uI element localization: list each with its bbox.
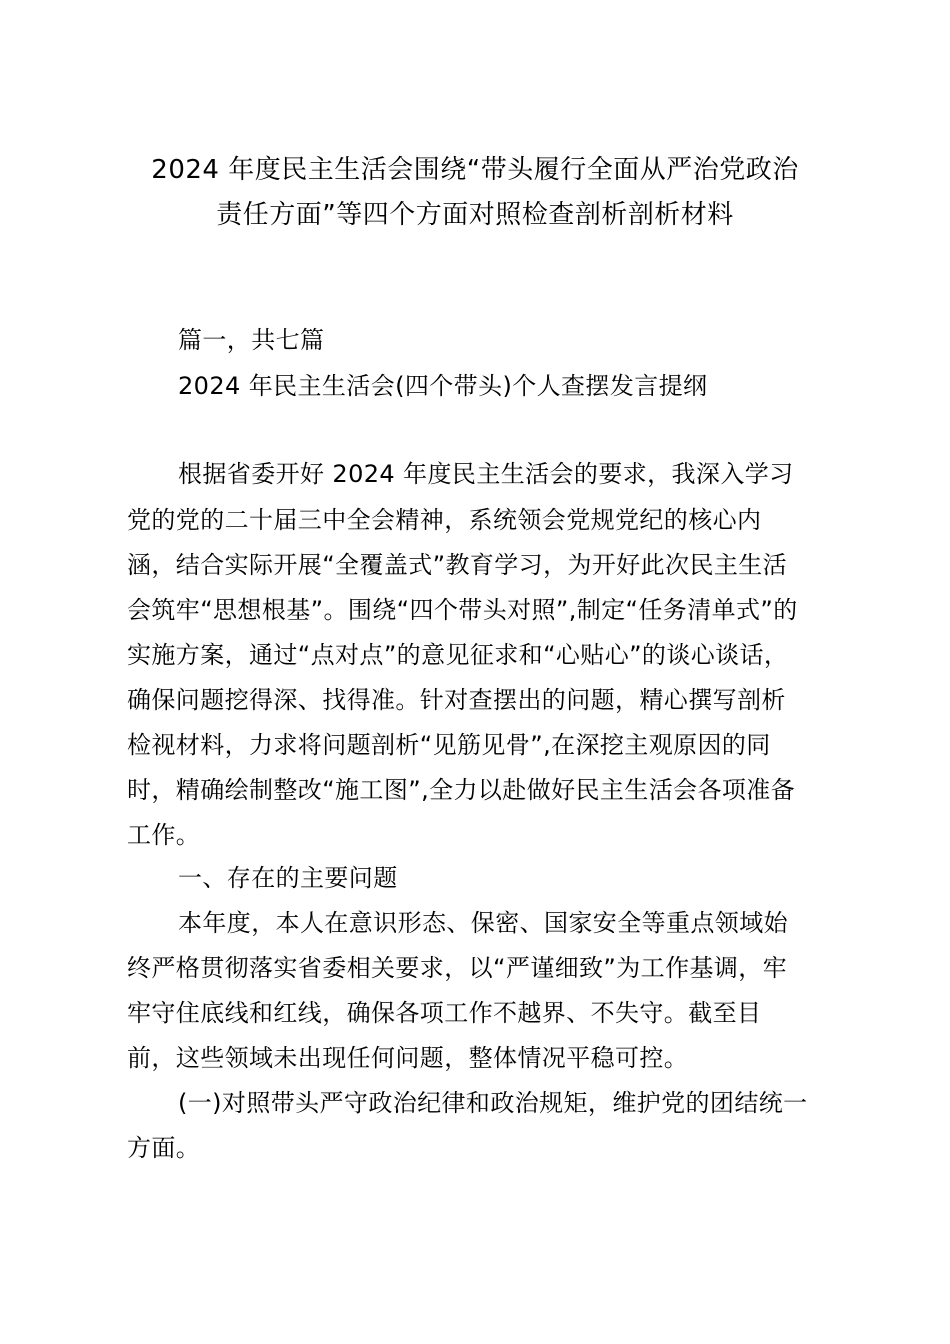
- paragraph-1-line-4: 会筑牢“思想根基”。围绕“四个带头对照”,制定“任务清单式”的: [127, 596, 798, 624]
- document-title-line-2: 责任方面”等四个方面对照检查剖析剖析材料: [216, 200, 734, 230]
- paragraph-1-line-1: 根据省委开好 2024 年度民主生活会的要求，我深入学习: [178, 460, 794, 488]
- subheading-1-line-1: (一)对照带头严守政治纪律和政治规矩，维护党的团结统一: [178, 1089, 808, 1117]
- paragraph-1-line-8: 时，精确绘制整改“施工图”,全力以赴做好民主生活会各项准备: [127, 776, 796, 804]
- heading-main-problems: 一、存在的主要问题: [178, 864, 398, 892]
- document-title-line-1: 2024 年度民主生活会围绕“带头履行全面从严治党政治: [151, 155, 799, 185]
- paragraph-2-line-4: 前，这些领域未出现任何问题，整体情况平稳可控。: [127, 1044, 689, 1072]
- paragraph-1-line-3: 涵，结合实际开展“全覆盖式”教育学习，为开好此次民主生活: [127, 551, 788, 579]
- paragraph-1-line-7: 检视材料，力求将问题剖析“见筋见骨”,在深挖主观原因的同: [127, 731, 771, 759]
- paragraph-1-line-2: 党的党的二十届三中全会精神，系统领会党规党纪的核心内: [127, 506, 762, 534]
- paragraph-2-line-1: 本年度，本人在意识形态、保密、国家安全等重点领域始: [178, 909, 788, 937]
- document-subtitle: 2024 年民主生活会(四个带头)个人查摆发言提纲: [178, 372, 708, 400]
- subheading-1-line-2: 方面。: [127, 1134, 201, 1162]
- paragraph-2-line-2: 终严格贯彻落实省委相关要求，以“严谨细致”为工作基调，牢: [127, 954, 788, 982]
- paragraph-1-line-5: 实施方案，通过“点对点”的意见征求和“心贴心”的谈心谈话，: [127, 641, 789, 669]
- paragraph-1-line-6: 确保问题挖得深、找得准。针对查摆出的问题，精心撰写剖析: [127, 686, 786, 714]
- section-label: 篇一，共七篇: [178, 326, 325, 354]
- paragraph-2-line-3: 牢守住底线和红线，确保各项工作不越界、不失守。截至目: [127, 999, 762, 1027]
- paragraph-1-line-9: 工作。: [127, 821, 201, 849]
